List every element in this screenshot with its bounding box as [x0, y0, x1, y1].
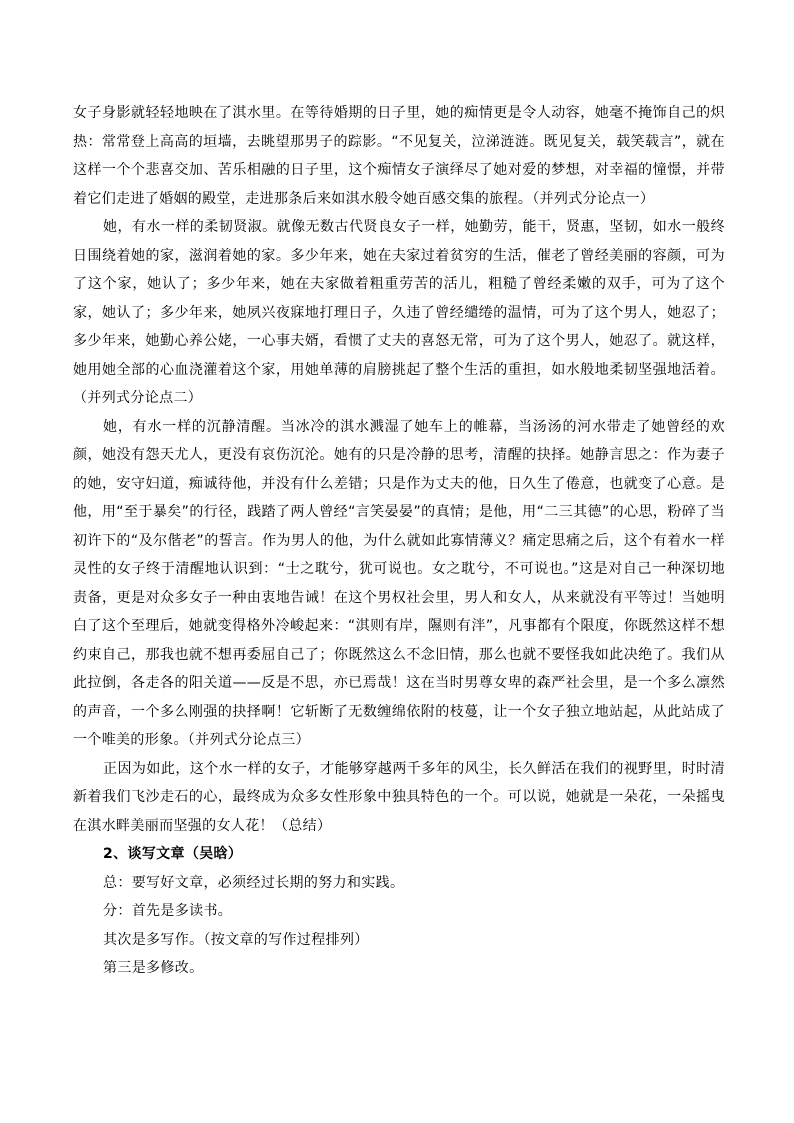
outline-line-4: 第三是多修改。	[103, 960, 204, 976]
outline-line-1: 总：要写好文章，必须经过长期的努力和实践。	[103, 874, 405, 891]
paragraph-3: 她，有水一样的沉静清醒。当冰冷的淇水溅湿了她车上的帷幕，当汤汤的河水带走了她曾经的欢颜，她没有怨天尤人，更没有哀伤沉沦。她有的只是冷静的思考，清醒的抉择。她静言思之：作为妻子的她，安守妇道，痴诚待他，并没有什么差错；只是作为丈夫的他，日久生了倦意，也就变了心意。是他，用“至于暴矣”的行径，践踏了两人曾经“言笑晏晏”的真情；是他，用“二三其德”的心思，粉碎了当初许下的“及尔偕老”的誓言。作为男人的他，为什么就如此寡情薄义？痛定思痛之后，这个有着水一样灵性的女子终于清醒地认识到：“士之耽兮，犹可说也。女之耽兮，不可说也。”这是对自己一种深切地责备，更是对众多女子一种由衷地告诫！在这个男权社会里，男人和女人，从来就没有平等过！当她明白了这个至理后，她就变得格外冷峻起来：“淇则有岸，隰则有泮”，凡事都有个限度，你既然这样不想约束自己，那我也就不想再委屈自己了；你既然这么不念旧情，那么也就不要怪我如此决绝了。我们从此拉倒，各走各的阳关道——反是不思，亦已焉哉！这在当时男尊女卑的森严社会里，是一个多么凛然的声音，一个多么刚强的抉择啊！它斩断了无数缠绵依附的枝蔓，让一个女子独立地站起，从此站成了一个唯美的形象。（并列式分论点三）	[73, 418, 725, 748]
paragraph-4: 正因为如此，这个水一样的女子，才能够穿越两千多年的风尘，长久鲜活在我们的视野里，时时清新着我们飞沙走石的心，最终成为众多女性形象中独具特色的一个。可以说，她就是一朵花，一朵摇曳在淇水畔美丽而坚强的女人花！（总结）	[73, 760, 725, 834]
outline-line-3: 其次是多写作。（按文章的写作过程排列）	[103, 931, 369, 948]
outline-line-2: 分：首先是多读书。	[103, 903, 233, 919]
paragraph-2: 她，有水一样的柔韧贤淑。就像无数古代贤良女子一样，她勤劳，能干，贤惠，坚韧，如水一般终日围绕着她的家，滋润着她的家。多少年来，她在夫家过着贫穷的生活，催老了曾经美丽的容颜，可为了这个家，她认了；多少年来，她在夫家做着粗重劳苦的活儿，粗糙了曾经柔嫩的双手，可为了这个家，她认了；多少年来，她夙兴夜寐地打理日子，久违了曾经缱绻的温情，可为了这个男人，她忍了；多少年来，她勤心养公姥，一心事夫婿，看惯了丈夫的喜怒无常，可为了这个男人，她忍了。就这样，她用她全部的心血浇灌着这个家，用她单薄的肩膀挑起了整个生活的重担，如水般地柔韧坚强地活着。（并列式分论点二）	[73, 219, 725, 406]
document-body	[73, 99, 725, 983]
paragraph-1: 女子身影就轻轻地映在了淇水里。在等待婚期的日子里，她的痴情更是令人动容，她毫不掩饰自己的炽热：常常登上高高的垣墙，去眺望那男子的踪影。“不见复关，泣涕涟涟。既见复关，载笑载言”，就在这样一个个悲喜交加、苦乐相融的日子里，这个痴情女子演绎尽了她对爱的梦想，对幸福的憧憬，并带着它们走进了婚姻的殿堂，走进那条后来如淇水般令她百感交集的旅程。（并列式分论点一）	[73, 105, 725, 207]
section-heading: 2、谈写文章（吴晗）	[103, 846, 243, 862]
